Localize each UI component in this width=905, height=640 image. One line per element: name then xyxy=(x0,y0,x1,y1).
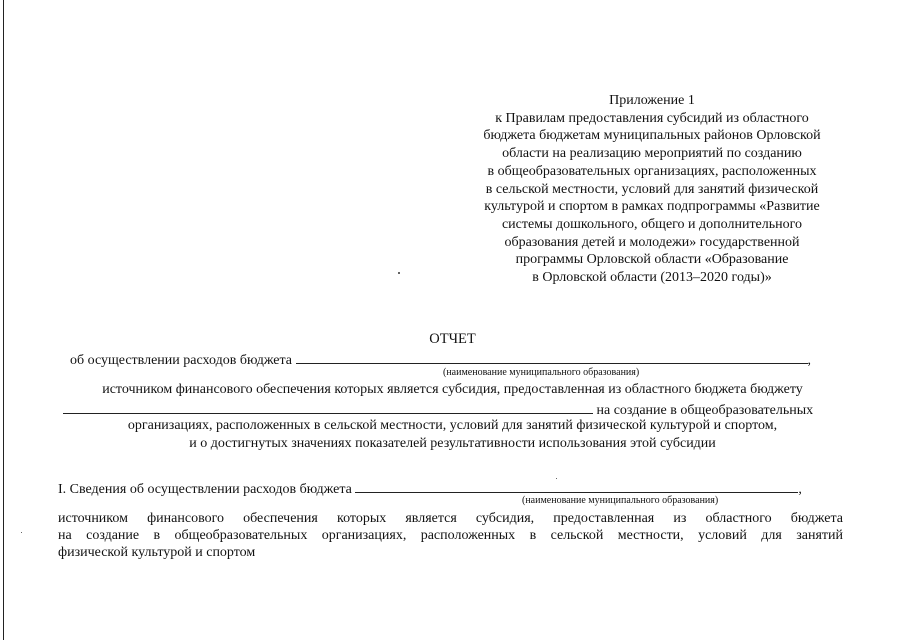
appendix-line: системы дошкольного, общего и дополнительного xyxy=(501,216,803,232)
appendix-header xyxy=(452,92,852,287)
appendix-line: образования детей и молодежи» государственной xyxy=(504,234,800,250)
results-line: и о достигнутых значениях показателей результативности использования этой субсидии xyxy=(189,436,716,451)
purpose-line xyxy=(63,400,813,419)
appendix-line: к Правилам предоставления субсидий из областного xyxy=(495,110,809,126)
section1-heading: I. Сведения об осуществлении расходов бюджета xyxy=(58,482,352,497)
budget-line xyxy=(70,350,811,369)
orgs-line: организациях, расположенных в сельской местности, условий для занятий физической культурой и спортом, xyxy=(127,418,778,433)
page-edge-line xyxy=(3,0,4,640)
budget-prefix: об осуществлении расходов бюджета xyxy=(70,353,293,368)
appendix-line: бюджета бюджетам муниципальных районов Орловской xyxy=(483,128,821,144)
appendix-line: программы Орловской области «Образование xyxy=(515,252,789,268)
section1-body-line: источником финансового обеспечения которых является субсидия, предоставленная из областного бюджета xyxy=(58,511,843,526)
section1-municipality-blank xyxy=(355,479,798,493)
section1-comma: , xyxy=(798,482,802,497)
appendix-line: в Орловской области (2013–2020 годы)» xyxy=(532,270,772,286)
budget-comma: , xyxy=(807,353,812,368)
appendix-line: в сельской местности, условий для занятий физической xyxy=(485,181,819,197)
appendix-title: Приложение 1 xyxy=(609,93,695,108)
appendix-line: культурой и спортом в рамках подпрограммы «Развитие xyxy=(484,199,820,215)
funding-line: источником финансового обеспечения которых является субсидия, предоставленная из областного бюджета бюджету xyxy=(102,382,803,397)
recipient-blank xyxy=(63,400,593,414)
municipality-hint: (наименование муниципального образования) xyxy=(443,367,640,378)
section1-municipality-hint: (наименование муниципального образования) xyxy=(522,495,719,506)
appendix-line: в общеобразовательных организациях, расположенных xyxy=(487,163,817,179)
report-title: ОТЧЕТ xyxy=(429,331,476,347)
appendix-line: области на реализацию мероприятий по созданию xyxy=(502,146,802,162)
scan-speck xyxy=(21,532,22,533)
scan-speck xyxy=(398,272,400,274)
section1-body-line: физической культурой и спортом xyxy=(58,545,256,560)
municipality-blank xyxy=(296,350,808,364)
section1-body-line: на создание в общеобразовательных организациях, расположенных в сельской местности, условий для занятий xyxy=(58,528,843,543)
purpose-suffix: на создание в общеобразовательных xyxy=(596,403,814,418)
